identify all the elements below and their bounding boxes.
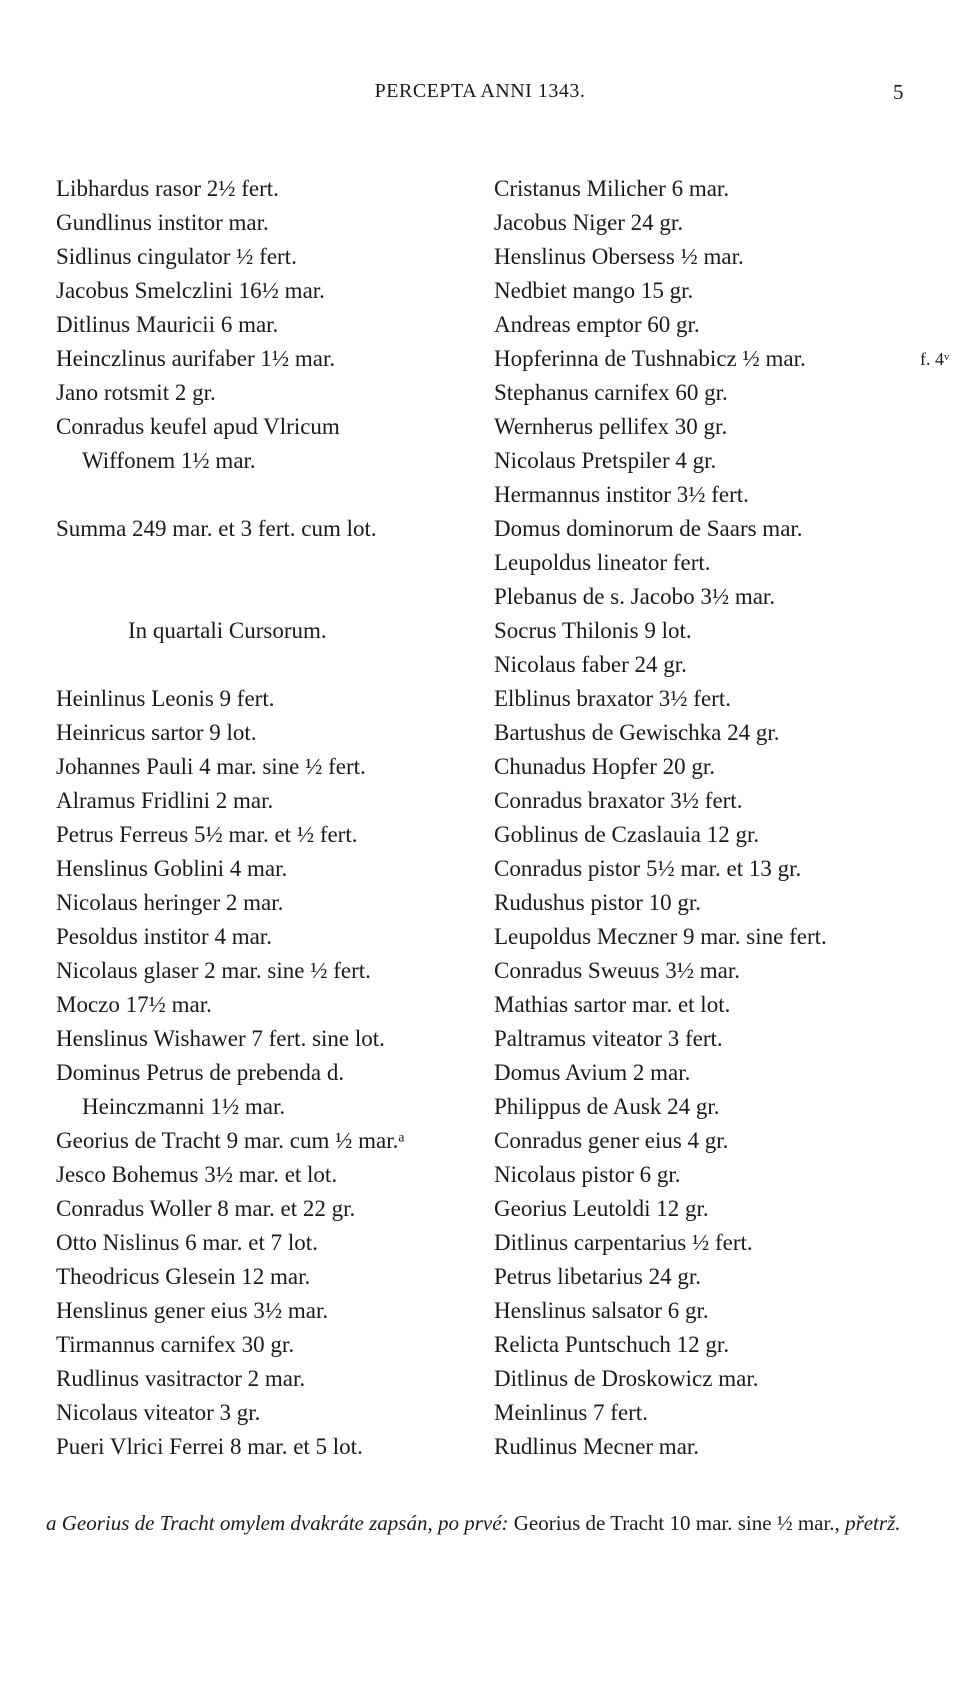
ledger-entry xyxy=(56,1192,476,1226)
entry-text: Conradus gener eius 4 gr. xyxy=(494,1128,729,1153)
entry-text: Paltramus viteator 3 fert. xyxy=(494,1026,723,1051)
ledger-entry xyxy=(56,274,476,308)
entry-text: Wernherus pellifex 30 gr. xyxy=(494,414,728,439)
ledger-entry xyxy=(56,240,476,274)
entry-text: Plebanus de s. Jacobo 3½ mar. xyxy=(494,584,776,609)
ledger-entry xyxy=(56,1158,476,1192)
entry-text: Otto Nislinus 6 mar. et 7 lot. xyxy=(56,1230,318,1255)
footnote-italic-text: Georius de Tracht omylem dvakráte zapsán, po prvé: xyxy=(61,1511,509,1535)
ledger-entry xyxy=(494,1226,914,1260)
ledger-entry xyxy=(494,1362,914,1396)
entry-text: Nicolaus Pretspiler 4 gr. xyxy=(494,448,717,473)
right-column xyxy=(494,172,950,1464)
entry-text: Mathias sartor mar. et lot. xyxy=(494,992,731,1017)
footnote-italic-end: přetrž. xyxy=(845,1511,901,1535)
blank-line xyxy=(56,478,476,512)
ledger-entry xyxy=(494,342,950,376)
ledger-entry xyxy=(56,852,476,886)
ledger-entry xyxy=(494,512,914,546)
entry-text: Jacobus Niger 24 gr. xyxy=(494,210,684,235)
entry-text: Johannes Pauli 4 mar. sine ½ fert. xyxy=(56,754,366,779)
ledger-entry xyxy=(56,1430,476,1464)
entry-text: Heinlinus Leonis 9 fert. xyxy=(56,686,275,711)
ledger-entry xyxy=(56,988,476,1022)
entry-text: Elblinus braxator 3½ fert. xyxy=(494,686,731,711)
ledger-entry xyxy=(494,274,914,308)
entry-text: Sidlinus cingulator ½ fert. xyxy=(56,244,297,269)
ledger-entry xyxy=(494,1192,914,1226)
entry-text: Henslinus salsator 6 gr. xyxy=(494,1298,709,1323)
ledger-entry xyxy=(494,1124,914,1158)
ledger-entry xyxy=(494,206,914,240)
ledger-entry xyxy=(494,852,914,886)
entry-text: Heinricus sartor 9 lot. xyxy=(56,720,257,745)
entry-text: Pesoldus institor 4 mar. xyxy=(56,924,272,949)
ledger-entry xyxy=(494,920,914,954)
ledger-entry xyxy=(56,1294,476,1328)
footnote-roman-text: Georius de Tracht 10 mar. sine ½ mar., xyxy=(513,1511,840,1535)
ledger-entry xyxy=(494,1056,914,1090)
entry-text: Libhardus rasor 2½ fert. xyxy=(56,176,279,201)
ledger-entry xyxy=(494,614,914,648)
entry-text: Socrus Thilonis 9 lot. xyxy=(494,618,692,643)
entry-text: Nicolaus pistor 6 gr. xyxy=(494,1162,681,1187)
ledger-entry xyxy=(494,580,914,614)
page-number: 5 xyxy=(893,80,904,104)
ledger-entry xyxy=(56,1022,476,1056)
ledger-entry xyxy=(494,546,914,580)
ledger-entry xyxy=(494,648,914,682)
ledger-entry xyxy=(56,1056,476,1090)
ledger-entry xyxy=(56,1260,476,1294)
entry-text: Dominus Petrus de prebenda d. xyxy=(56,1060,345,1085)
entry-text: Moczo 17½ mar. xyxy=(56,992,212,1017)
entry-text: Wiffonem 1½ mar. xyxy=(82,448,256,473)
entry-text: Leupoldus Meczner 9 mar. sine fert. xyxy=(494,924,827,949)
ledger-entry xyxy=(494,1090,914,1124)
ledger-entry xyxy=(494,1430,914,1464)
entry-text: Jacobus Smelczlini 16½ mar. xyxy=(56,278,325,303)
entry-text: Pueri Vlrici Ferrei 8 mar. et 5 lot. xyxy=(56,1434,363,1459)
entry-text: Philippus de Ausk 24 gr. xyxy=(494,1094,720,1119)
entry-text: Georius de Tracht 9 mar. cum ½ mar.ᵃ xyxy=(56,1128,405,1153)
ledger-entry xyxy=(56,512,476,546)
entry-text: Leupoldus lineator fert. xyxy=(494,550,711,575)
ledger-entry xyxy=(56,206,476,240)
entry-text: Henslinus Wishawer 7 fert. sine lot. xyxy=(56,1026,385,1051)
left-column xyxy=(56,172,476,1464)
entry-text: In quartali Cursorum. xyxy=(128,618,327,643)
ledger-entry xyxy=(56,444,476,478)
ledger-entry xyxy=(56,716,476,750)
entry-text: Nicolaus viteator 3 gr. xyxy=(56,1400,261,1425)
ledger-entry xyxy=(494,376,914,410)
ledger-entry xyxy=(494,988,914,1022)
ledger-entry xyxy=(56,682,476,716)
entry-text: Conradus braxator 3½ fert. xyxy=(494,788,743,813)
ledger-entry xyxy=(56,1328,476,1362)
ledger-entry xyxy=(494,444,914,478)
blank-line xyxy=(56,580,476,614)
entry-text: Andreas emptor 60 gr. xyxy=(494,312,700,337)
ledger-entry xyxy=(494,886,914,920)
entry-text: Domus dominorum de Saars mar. xyxy=(494,516,803,541)
ledger-entry xyxy=(56,1090,476,1124)
entry-text: Jano rotsmit 2 gr. xyxy=(56,380,216,405)
entry-text: Meinlinus 7 fert. xyxy=(494,1400,648,1425)
entry-text: Bartushus de Gewischka 24 gr. xyxy=(494,720,780,745)
folio-margin-note: f. 4ᵛ xyxy=(920,349,950,369)
ledger-entry xyxy=(56,1226,476,1260)
entry-text: Georius Leutoldi 12 gr. xyxy=(494,1196,709,1221)
entry-text: Nicolaus glaser 2 mar. sine ½ fert. xyxy=(56,958,371,983)
ledger-entry xyxy=(56,920,476,954)
ledger-entry xyxy=(56,1124,476,1158)
entry-text: Henslinus Goblini 4 mar. xyxy=(56,856,288,881)
ledger-entry xyxy=(494,410,914,444)
entry-text: Tirmannus carnifex 30 gr. xyxy=(56,1332,295,1357)
entry-text: Nedbiet mango 15 gr. xyxy=(494,278,694,303)
ledger-entry xyxy=(56,886,476,920)
entry-text: Nicolaus faber 24 gr. xyxy=(494,652,687,677)
ledger-entry xyxy=(494,308,914,342)
entry-text: Ditlinus carpentarius ½ fert. xyxy=(494,1230,753,1255)
entry-text: Stephanus carnifex 60 gr. xyxy=(494,380,728,405)
ledger-entry xyxy=(56,376,476,410)
ledger-entry xyxy=(494,954,914,988)
ledger-entry xyxy=(56,1396,476,1430)
entry-text: Rudlinus Mecner mar. xyxy=(494,1434,700,1459)
ledger-entry xyxy=(494,784,914,818)
entry-text: Rudushus pistor 10 gr. xyxy=(494,890,702,915)
ledger-entry xyxy=(56,954,476,988)
ledger-entry xyxy=(494,1294,914,1328)
entry-text: Nicolaus heringer 2 mar. xyxy=(56,890,284,915)
blank-line xyxy=(56,648,476,682)
ledger-entry xyxy=(56,818,476,852)
entry-text: Domus Avium 2 mar. xyxy=(494,1060,691,1085)
ledger-entry xyxy=(494,478,914,512)
ledger-entry xyxy=(494,716,914,750)
ledger-entry xyxy=(494,818,914,852)
ledger-entry xyxy=(494,1396,914,1430)
entry-text: Chunadus Hopfer 20 gr. xyxy=(494,754,716,779)
entry-text: Heinczmanni 1½ mar. xyxy=(82,1094,286,1119)
ledger-entry xyxy=(56,172,476,206)
entry-text: Alramus Fridlini 2 mar. xyxy=(56,788,274,813)
ledger-entry xyxy=(494,172,914,206)
running-head: PERCEPTA ANNI 1343. xyxy=(374,80,586,102)
ledger-entry xyxy=(56,1362,476,1396)
ledger-entry xyxy=(494,682,914,716)
section-heading xyxy=(56,614,476,648)
entry-text: Henslinus Obersess ½ mar. xyxy=(494,244,744,269)
entry-text: Henslinus gener eius 3½ mar. xyxy=(56,1298,329,1323)
footnote-marker: a xyxy=(46,1511,57,1535)
ledger-entry xyxy=(494,240,914,274)
ledger-entry xyxy=(494,1022,914,1056)
entry-text: Relicta Puntschuch 12 gr. xyxy=(494,1332,730,1357)
ledger-entry xyxy=(494,1328,914,1362)
entry-text: Gundlinus institor mar. xyxy=(56,210,269,235)
entry-text: Hermannus institor 3½ fert. xyxy=(494,482,749,507)
entry-text: Ditlinus Mauricii 6 mar. xyxy=(56,312,279,337)
entry-text: Conradus Woller 8 mar. et 22 gr. xyxy=(56,1196,356,1221)
entry-text: Summa 249 mar. et 3 fert. cum lot. xyxy=(56,516,377,541)
entry-text: Hopferinna de Tushnabicz ½ mar. xyxy=(494,346,806,371)
ledger-entry xyxy=(56,410,476,444)
entry-text: Conradus Sweuus 3½ mar. xyxy=(494,958,740,983)
entry-text: Theodricus Glesein 12 mar. xyxy=(56,1264,311,1289)
entry-text: Conradus pistor 5½ mar. et 13 gr. xyxy=(494,856,802,881)
entry-text: Heinczlinus aurifaber 1½ mar. xyxy=(56,346,336,371)
ledger-entry xyxy=(56,750,476,784)
blank-line xyxy=(56,546,476,580)
footnote xyxy=(46,1508,906,1538)
entry-text: Ditlinus de Droskowicz mar. xyxy=(494,1366,759,1391)
ledger-entry xyxy=(56,784,476,818)
ledger-entry xyxy=(494,1260,914,1294)
ledger-entry xyxy=(494,750,914,784)
entry-text: Jesco Bohemus 3½ mar. et lot. xyxy=(56,1162,338,1187)
ledger-entry xyxy=(494,1158,914,1192)
entry-text: Petrus libetarius 24 gr. xyxy=(494,1264,701,1289)
ledger-entry xyxy=(56,342,476,376)
ledger-entry xyxy=(56,308,476,342)
entry-text: Petrus Ferreus 5½ mar. et ½ fert. xyxy=(56,822,358,847)
entry-text: Rudlinus vasitractor 2 mar. xyxy=(56,1366,306,1391)
entry-text: Conradus keufel apud Vlricum xyxy=(56,414,340,439)
entry-text: Cristanus Milicher 6 mar. xyxy=(494,176,730,201)
entry-text: Goblinus de Czaslauia 12 gr. xyxy=(494,822,760,847)
